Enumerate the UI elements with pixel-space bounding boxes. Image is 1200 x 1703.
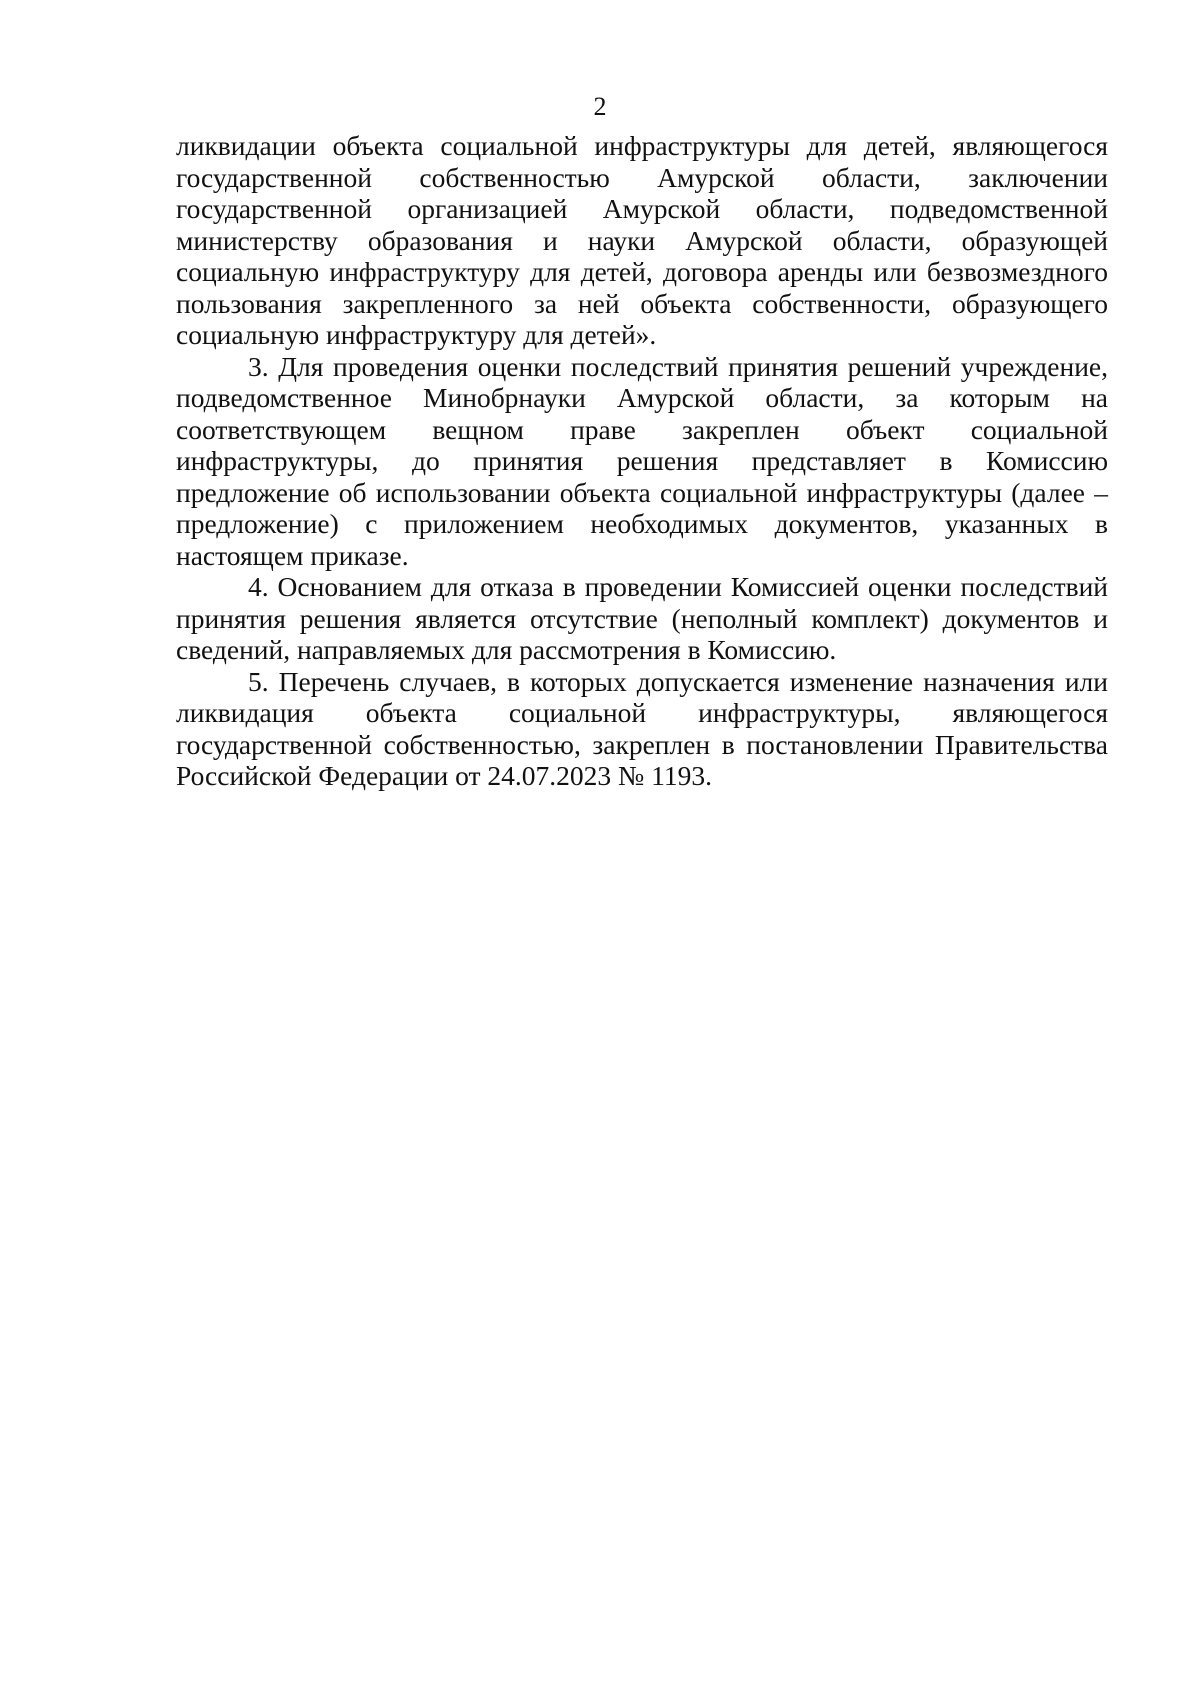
paragraph-continuation: ликвидации объекта социальной инфраструктуры для детей, являющегося государственной собственностью Амурской области, заключении государственной организацией Амурской области, подведомственной министерству образования и науки Амурской области, образующей социальную инфраструктуру для детей, договора аренды или безвозмездного пользования закрепленного за ней объекта собственности, образующего социальную инфраструктуру для детей». (176, 130, 1108, 350)
paragraph-item-3: 3. Для проведения оценки последствий принятия решений учреждение, подведомственное Минобрнауки Амурской области, за которым на соответствующем вещном праве закреплен объект социальной инфраструктуры, до принятия решения представляет в Комиссию предложение об использовании объекта социальной инфраструктуры (далее – предложение) с приложением необходимых документов, указанных в настоящем приказе. (176, 350, 1108, 571)
document-body (176, 130, 1108, 792)
paragraph-item-5: 5. Перечень случаев, в которых допускается изменение назначения или ликвидация объекта социальной инфраструктуры, являющегося государственной собственностью, закреплен в постановлении Правительства Российской Федерации от 24.07.2023 № 1193. (176, 665, 1108, 791)
page-number: 2 (593, 92, 607, 121)
paragraph-item-4: 4. Основанием для отказа в проведении Комиссией оценки последствий принятия решения является отсутствие (неполный комплект) документов и сведений, направляемых для рассмотрения в Комиссию. (176, 571, 1108, 665)
